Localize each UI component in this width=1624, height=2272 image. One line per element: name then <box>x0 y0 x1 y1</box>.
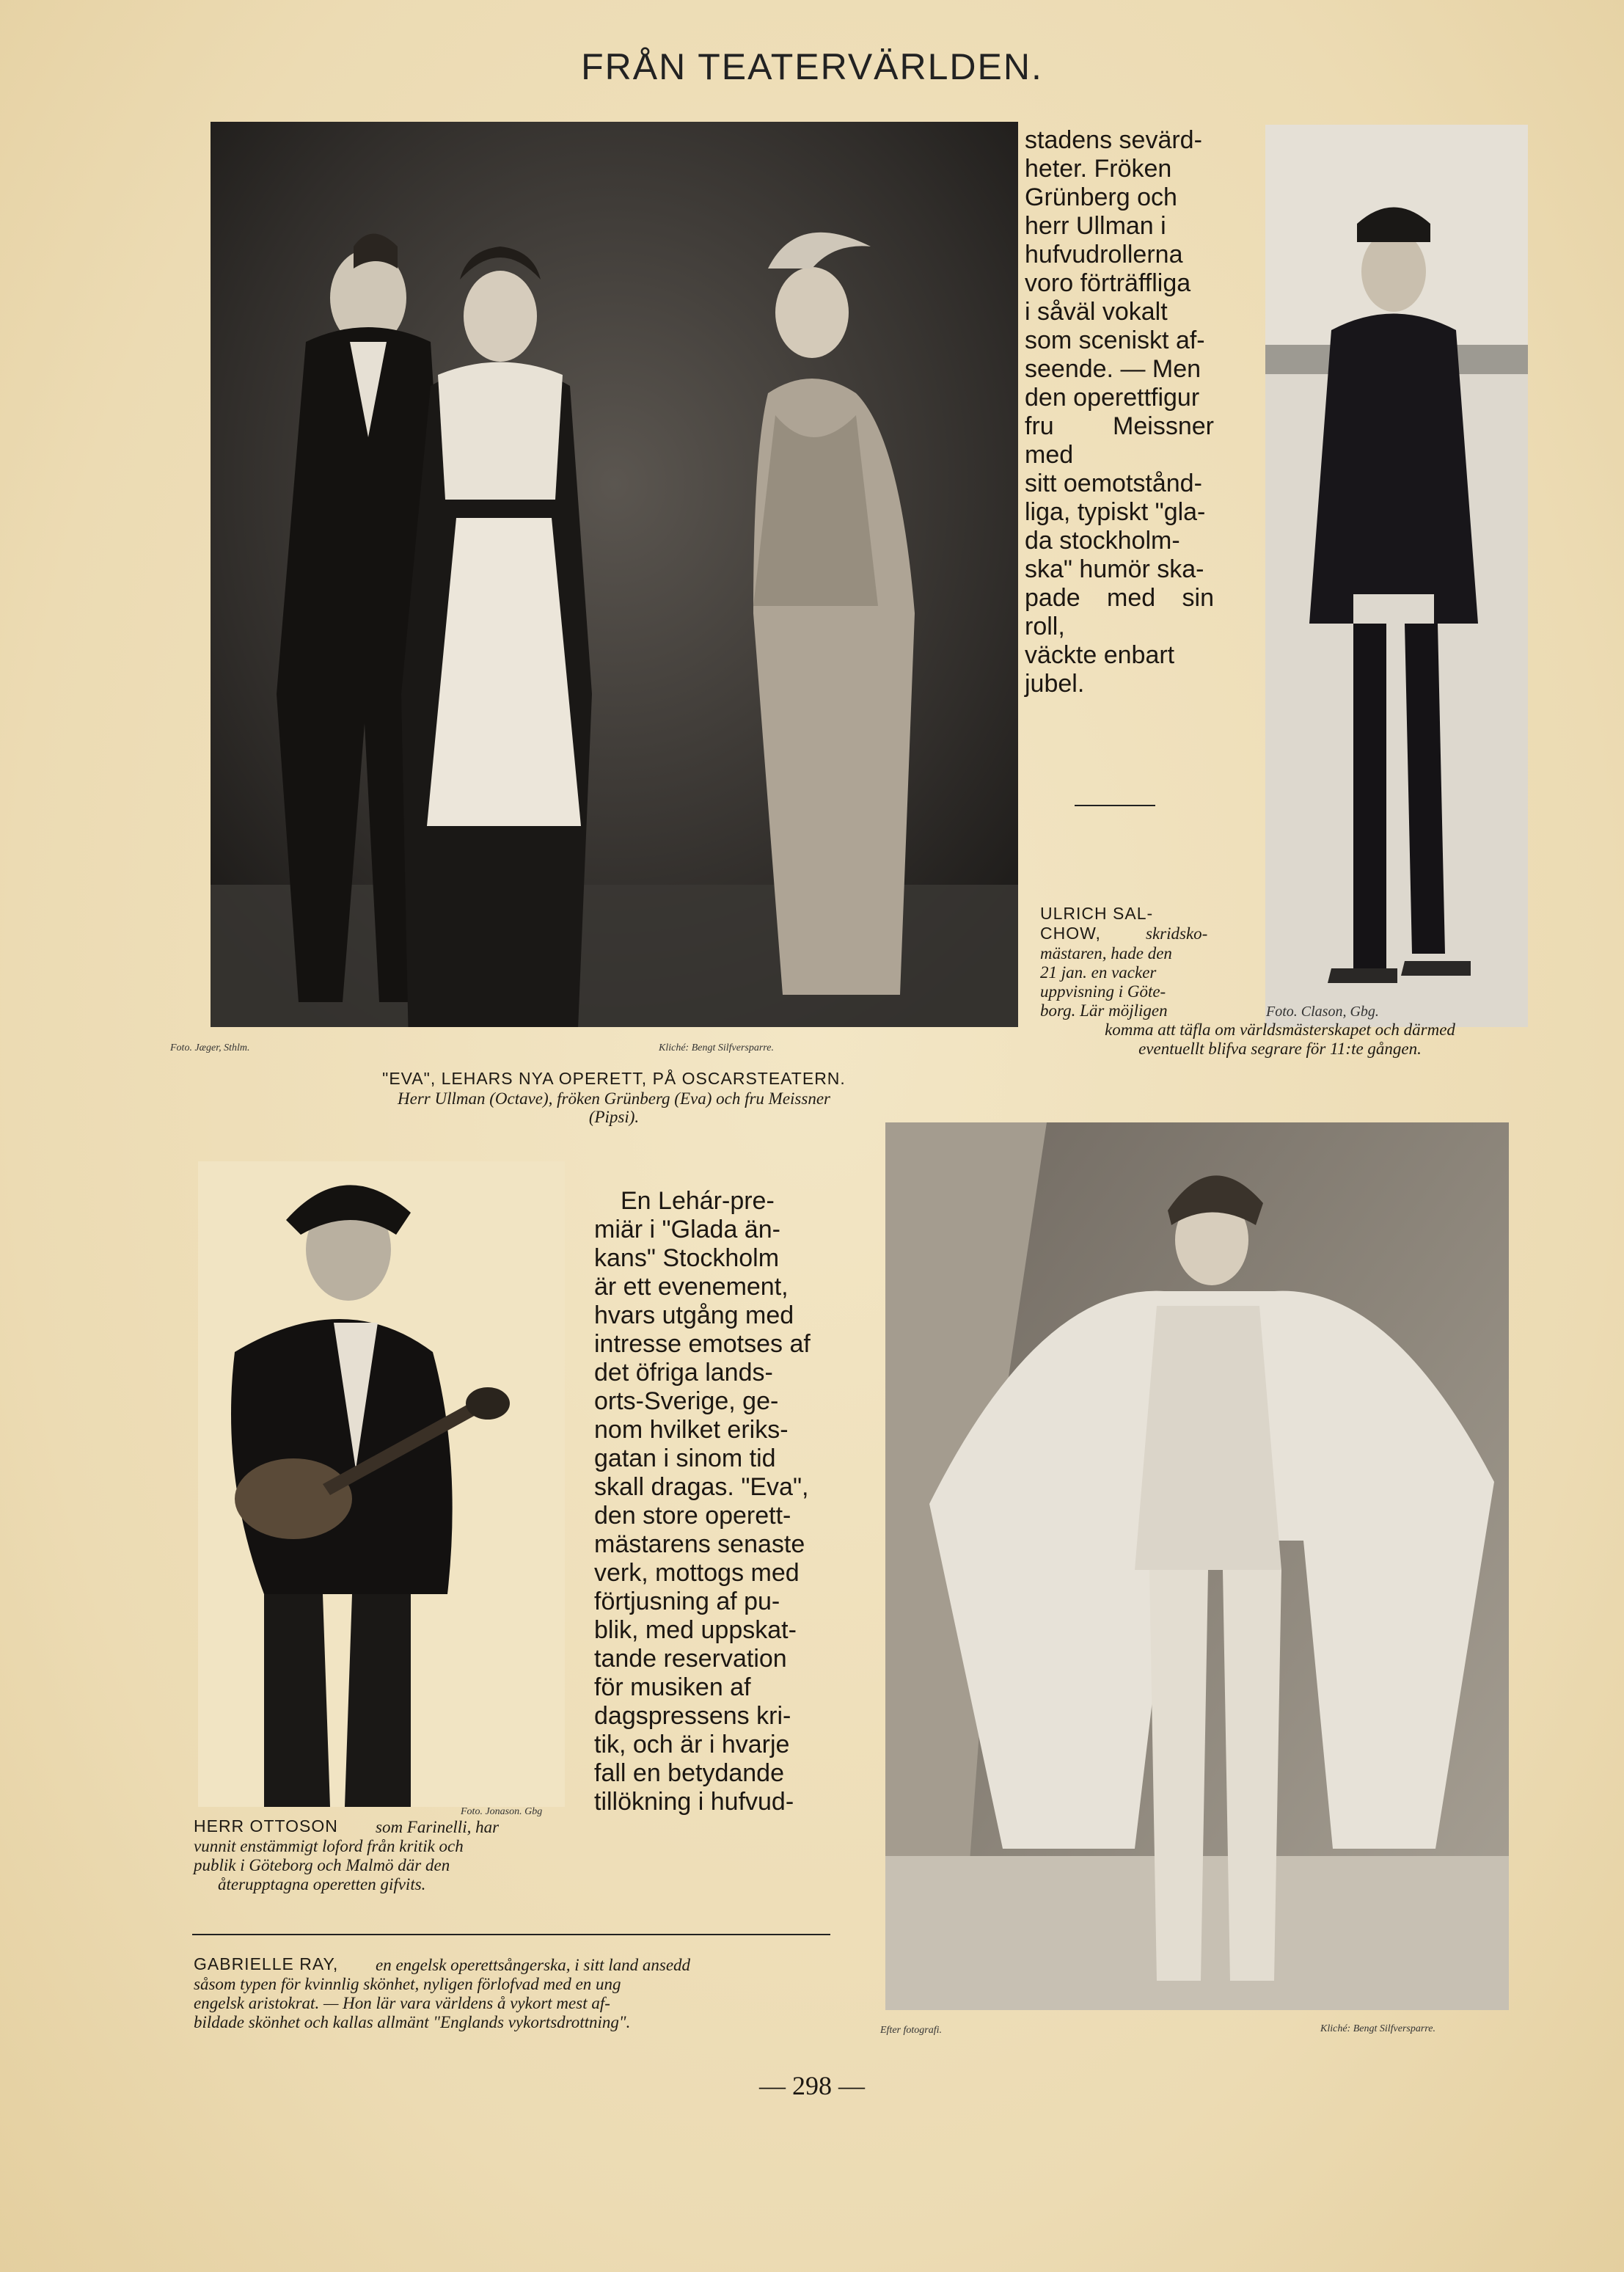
text-line: nom hvilket eriks- <box>594 1416 789 1444</box>
caption-text: återupptagna operetten gifvits. <box>218 1875 426 1893</box>
text-line: förtjusning af pu- <box>594 1588 780 1615</box>
caption-text: publik i Göteborg och Malmö där den <box>194 1856 450 1874</box>
text-line: i såväl vokalt <box>1025 298 1168 326</box>
text-line: tande reservation <box>594 1645 787 1673</box>
caption-title: HERR OTTOSON <box>194 1816 338 1836</box>
caption-text: mästaren, hade den <box>1040 944 1172 963</box>
text-line: sitt oemotstånd- <box>1025 470 1202 497</box>
text-line: blik, med uppskat- <box>594 1616 797 1644</box>
caption-title: GABRIELLE RAY, <box>194 1954 339 1973</box>
text-line: den operettfigur <box>1025 384 1200 412</box>
text-line: liga, typiskt "gla- <box>1025 498 1206 526</box>
photo-credit: Foto. Jæger, Sthlm. <box>170 1042 250 1053</box>
caption-title: CHOW, <box>1040 924 1101 943</box>
caption-text: komma att täfla om världsmästerskapet och därmed <box>1105 1020 1455 1039</box>
caption-text: skridsko- <box>1146 924 1208 943</box>
text-line: fall en betydande <box>594 1759 784 1787</box>
section-divider <box>192 1934 830 1935</box>
text-line: pade med sin roll, <box>1025 584 1214 640</box>
article-column-top <box>1025 126 1214 698</box>
text-line: orts-Sverige, ge- <box>594 1387 779 1415</box>
text-line: Grünberg och <box>1025 183 1177 211</box>
caption-title: "EVA", LEHARS NYA OPERETT, PÅ OSCARSTEATERN. <box>382 1069 846 1088</box>
caption-text: engelsk aristokrat. — Hon lär vara världens å vykort mest af- <box>194 1994 610 2012</box>
text-line: ska" humör ska- <box>1025 555 1204 583</box>
text-line: gatan i sinom tid <box>594 1444 776 1472</box>
article-column-main <box>594 1187 826 1816</box>
text-line: den store operett- <box>594 1502 791 1530</box>
photo-credit: Efter fotografi. <box>880 2025 942 2036</box>
text-line: det öfriga lands- <box>594 1359 773 1387</box>
caption-text: uppvisning i Göte- <box>1040 982 1166 1001</box>
photo-credit: Foto. Jonason. Gbg <box>461 1806 543 1817</box>
text-line: skall dragas. "Eva", <box>594 1473 809 1501</box>
photo-credit: Kliché: Bengt Silfversparre. <box>1320 2023 1435 2034</box>
photo-credit: Foto. Clason, Gbg. <box>1266 1004 1379 1020</box>
text-line: En Lehár-pre- <box>621 1187 775 1215</box>
text-line: stadens sevärd- <box>1025 126 1202 154</box>
caption-text: en engelsk operettsångerska, i sitt land ansedd <box>376 1956 691 1974</box>
caption-text: bildade skönhet och kallas allmänt "Englands vykortsdrottning". <box>194 2013 631 2031</box>
page-header: FRÅN TEATERVÄRLDEN. <box>581 46 1043 87</box>
caption-text: vunnit enstämmigt loford från kritik och <box>194 1837 464 1855</box>
text-line: tillökning i hufvud- <box>594 1788 794 1816</box>
caption-title: ULRICH SAL- <box>1040 904 1154 923</box>
text-line: da stockholm- <box>1025 527 1180 555</box>
section-divider <box>1075 805 1155 806</box>
text-line: voro förträffliga <box>1025 269 1191 297</box>
photo-herr-ottoson <box>198 1161 565 1807</box>
text-line: som sceniskt af- <box>1025 326 1205 354</box>
photo-gabrielle-ray <box>885 1122 1509 2010</box>
caption-text: som Farinelli, har <box>376 1818 500 1836</box>
text-line: väckte enbart <box>1025 641 1175 669</box>
text-line: hvars utgång med <box>594 1301 794 1329</box>
text-line: är ett evenement, <box>594 1273 789 1301</box>
page-number: — 298 — <box>759 2071 865 2100</box>
text-line: tik, och är i hvarje <box>594 1731 790 1758</box>
caption-text: eventuellt blifva segrare för 11:te gången. <box>1138 1040 1422 1058</box>
text-line: hufvudrollerna <box>1025 241 1183 269</box>
text-line: jubel. <box>1025 670 1085 698</box>
text-line: heter. Fröken <box>1025 155 1172 183</box>
text-line: herr Ullman i <box>1025 212 1166 240</box>
caption-text: (Pipsi). <box>588 1108 640 1126</box>
text-line: verk, mottogs med <box>594 1559 800 1587</box>
caption-text: Herr Ullman (Octave), fröken Grünberg (Eva) och fru Meissner <box>398 1089 830 1108</box>
caption-text: såsom typen för kvinnlig skönhet, nyligen förlofvad med en ung <box>194 1975 621 1993</box>
photo-eva-cast <box>211 122 1018 1027</box>
text-line: för musiken af <box>594 1673 751 1701</box>
text-line: intresse emotses af <box>594 1330 811 1358</box>
text-line: fru Meissner med <box>1025 412 1214 469</box>
text-line: mästarens senaste <box>594 1530 805 1558</box>
photo-ulrich-salchow <box>1265 125 1528 1027</box>
photo-credit: Kliché: Bengt Silfversparre. <box>659 1042 774 1053</box>
text-line: miär i "Glada än- <box>594 1216 780 1243</box>
text-line: dagspressens kri- <box>594 1702 791 1730</box>
caption-text: 21 jan. en vacker <box>1040 963 1157 982</box>
caption-text: borg. Lär möjligen <box>1040 1001 1168 1020</box>
text-line: kans" Stockholm <box>594 1244 780 1272</box>
text-line: seende. — Men <box>1025 355 1201 383</box>
